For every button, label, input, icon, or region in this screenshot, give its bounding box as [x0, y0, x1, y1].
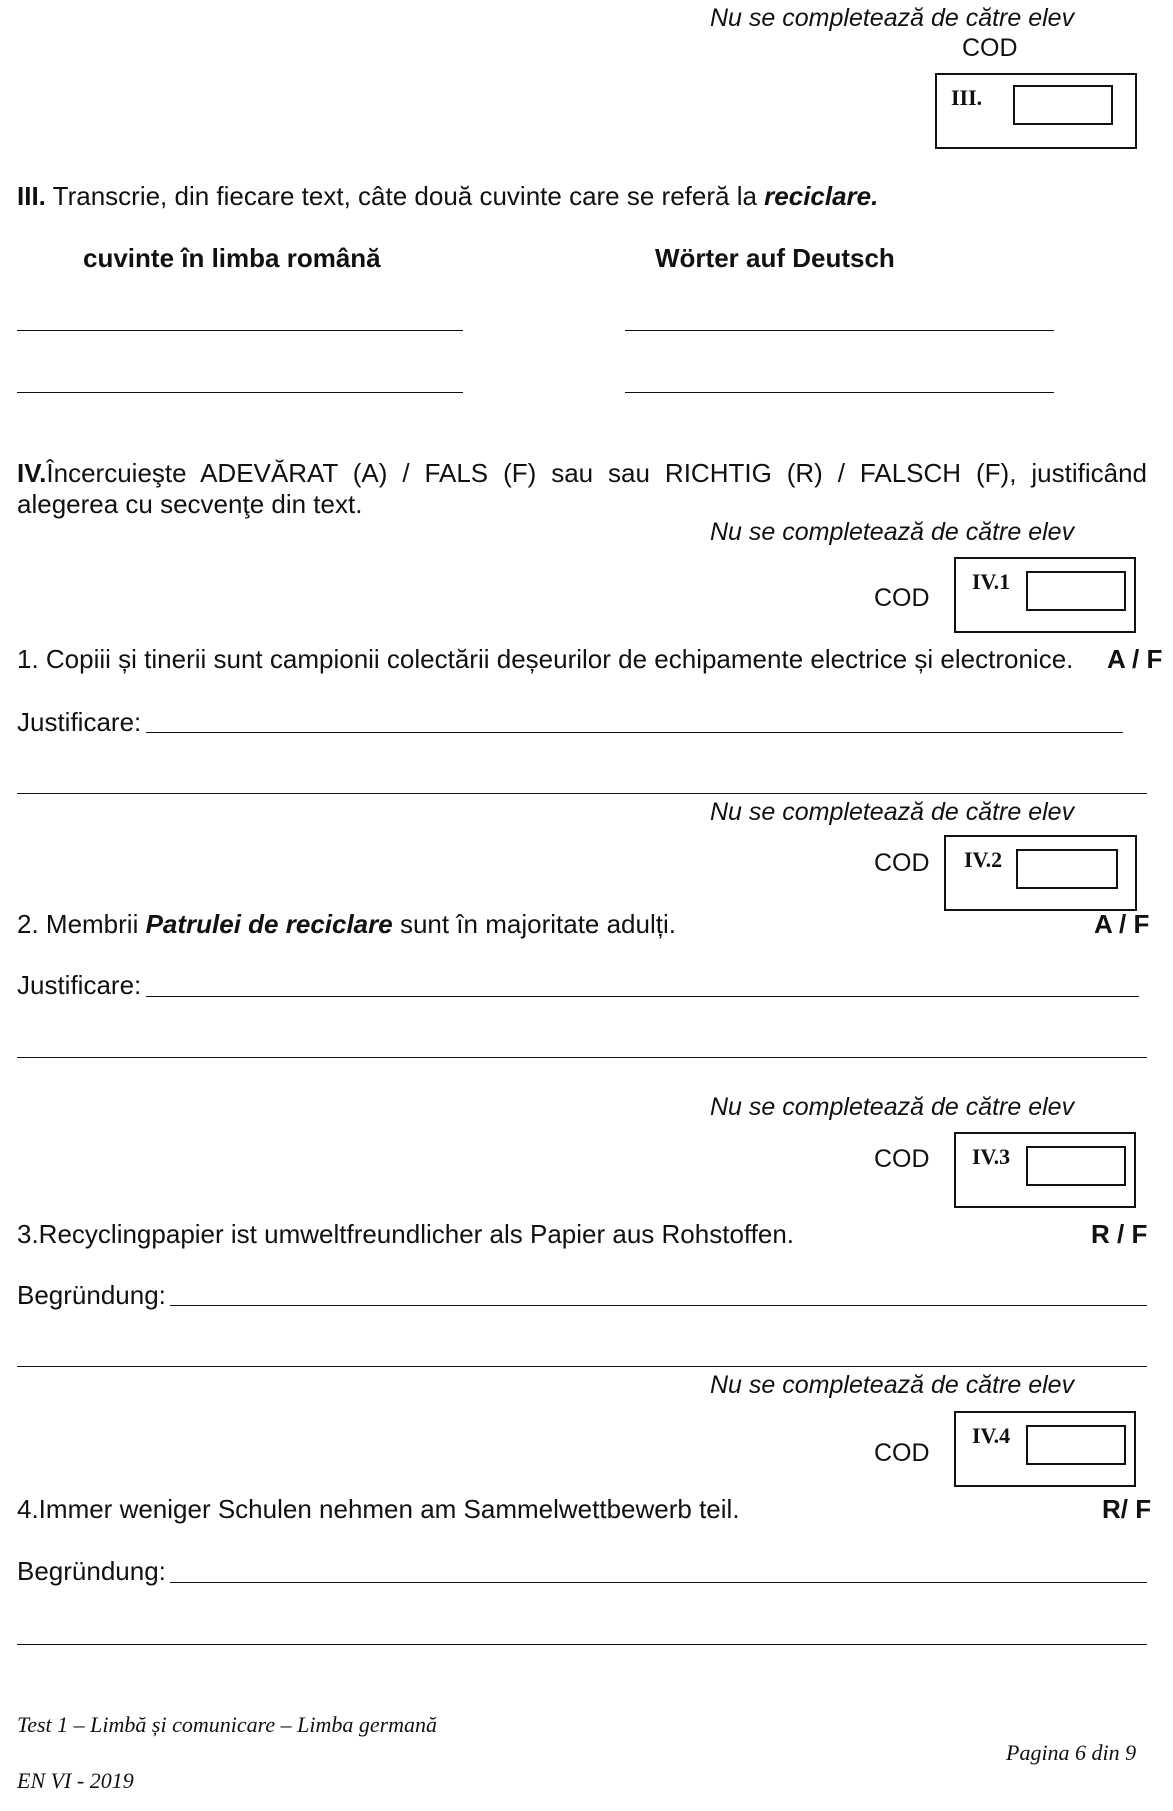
section4-number: IV.	[17, 458, 47, 488]
section3-number: III.	[17, 181, 46, 211]
item-3-justify-line-2[interactable]	[17, 1366, 1147, 1367]
admin-note: Nu se completează de către elev	[710, 1093, 1075, 1121]
score-field[interactable]	[1026, 571, 1126, 611]
item-1-statement: 1. Copiii și tinerii sunt campionii colectării deșeurilor de echipamente electrice și electronice.	[17, 644, 1074, 674]
item-2-text-pre: 2. Membrii	[17, 909, 146, 939]
cod-label: COD	[874, 1439, 930, 1467]
item-2-text-post: sunt în majoritate adulți.	[392, 909, 676, 939]
column-header-ro: cuvinte în limba română	[83, 243, 381, 273]
item-4-options[interactable]: R/ F	[1102, 1494, 1152, 1524]
score-field[interactable]	[1016, 849, 1118, 889]
score-box-iii	[935, 73, 1137, 149]
score-box-iv1	[954, 557, 1136, 633]
item-3-options[interactable]: R / F	[1091, 1219, 1148, 1249]
score-box-label: IV.3	[972, 1144, 1011, 1169]
item-4-justify-label: Begründung:	[17, 1556, 166, 1586]
admin-note: Nu se completează de către elev	[710, 798, 1075, 826]
answer-line-ro-2[interactable]	[17, 392, 463, 393]
cod-label: COD	[874, 584, 930, 612]
item-3-statement: 3.Recyclingpapier ist umweltfreundlicher als Papier aus Rohstoffen.	[17, 1219, 795, 1249]
admin-note: Nu se completează de către elev	[710, 518, 1075, 546]
item-2-text-bold: Patrulei de reciclare	[145, 909, 393, 939]
admin-note: Nu se completează de către elev	[710, 1371, 1075, 1399]
answer-line-de-2[interactable]	[625, 392, 1054, 393]
section4-instruction-line2: alegerea cu secvenţe din text.	[17, 489, 363, 519]
item-1-justify-line-2[interactable]	[17, 793, 1147, 794]
score-box-iv3	[954, 1132, 1136, 1208]
item-4-justify-line-2[interactable]	[17, 1644, 1147, 1645]
score-box-iv4	[954, 1411, 1136, 1487]
section4-instruction	[17, 458, 1147, 488]
item-2-justify-line-2[interactable]	[17, 1057, 1147, 1058]
section3-text: Transcrie, din fiecare text, câte două cuvinte care se referă la	[45, 181, 765, 211]
score-field[interactable]	[1013, 85, 1113, 125]
score-box-label: IV.2	[964, 847, 1003, 872]
item-1-justify-label: Justificare:	[17, 707, 142, 737]
footer-exam-code: EN VI - 2019	[17, 1768, 134, 1793]
score-box-iv2	[944, 835, 1137, 911]
score-field[interactable]	[1026, 1425, 1126, 1465]
cod-label: COD	[874, 849, 930, 877]
item-3-justify-line-1[interactable]	[170, 1305, 1147, 1306]
cod-label: COD	[962, 34, 1018, 62]
item-4-statement: 4.Immer weniger Schulen nehmen am Sammelwettbewerb teil.	[17, 1494, 740, 1524]
item-4-justify-line-1[interactable]	[170, 1582, 1147, 1583]
cod-label: COD	[874, 1145, 930, 1173]
footer-test-title: Test 1 – Limbă și comunicare – Limba germană	[17, 1712, 438, 1737]
item-3-justify-label: Begründung:	[17, 1280, 166, 1310]
item-2-statement	[17, 909, 676, 939]
section3-instruction	[17, 181, 878, 211]
column-header-de: Wörter auf Deutsch	[655, 243, 895, 273]
admin-note: Nu se completează de către elev	[710, 4, 1075, 32]
item-2-justify-line-1[interactable]	[146, 996, 1139, 997]
score-field[interactable]	[1026, 1146, 1126, 1186]
section4-line1: Încercuieşte ADEVĂRAT (A) / FALS (F) sau sau RICHTIG (R) / FALSCH (F), justificând	[46, 458, 1147, 488]
score-box-label: III.	[951, 85, 983, 110]
item-2-options[interactable]: A / F	[1094, 909, 1150, 939]
section3-keyword: reciclare.	[764, 181, 879, 211]
answer-line-de-1[interactable]	[625, 330, 1054, 331]
item-2-justify-label: Justificare:	[17, 970, 142, 1000]
item-1-justify-line-1[interactable]	[146, 732, 1123, 733]
item-1-options[interactable]: A / F	[1107, 644, 1163, 674]
score-box-label: IV.1	[972, 569, 1011, 594]
score-box-label: IV.4	[972, 1423, 1011, 1448]
answer-line-ro-1[interactable]	[17, 330, 463, 331]
footer-page-number: Pagina 6 din 9	[1006, 1740, 1137, 1765]
